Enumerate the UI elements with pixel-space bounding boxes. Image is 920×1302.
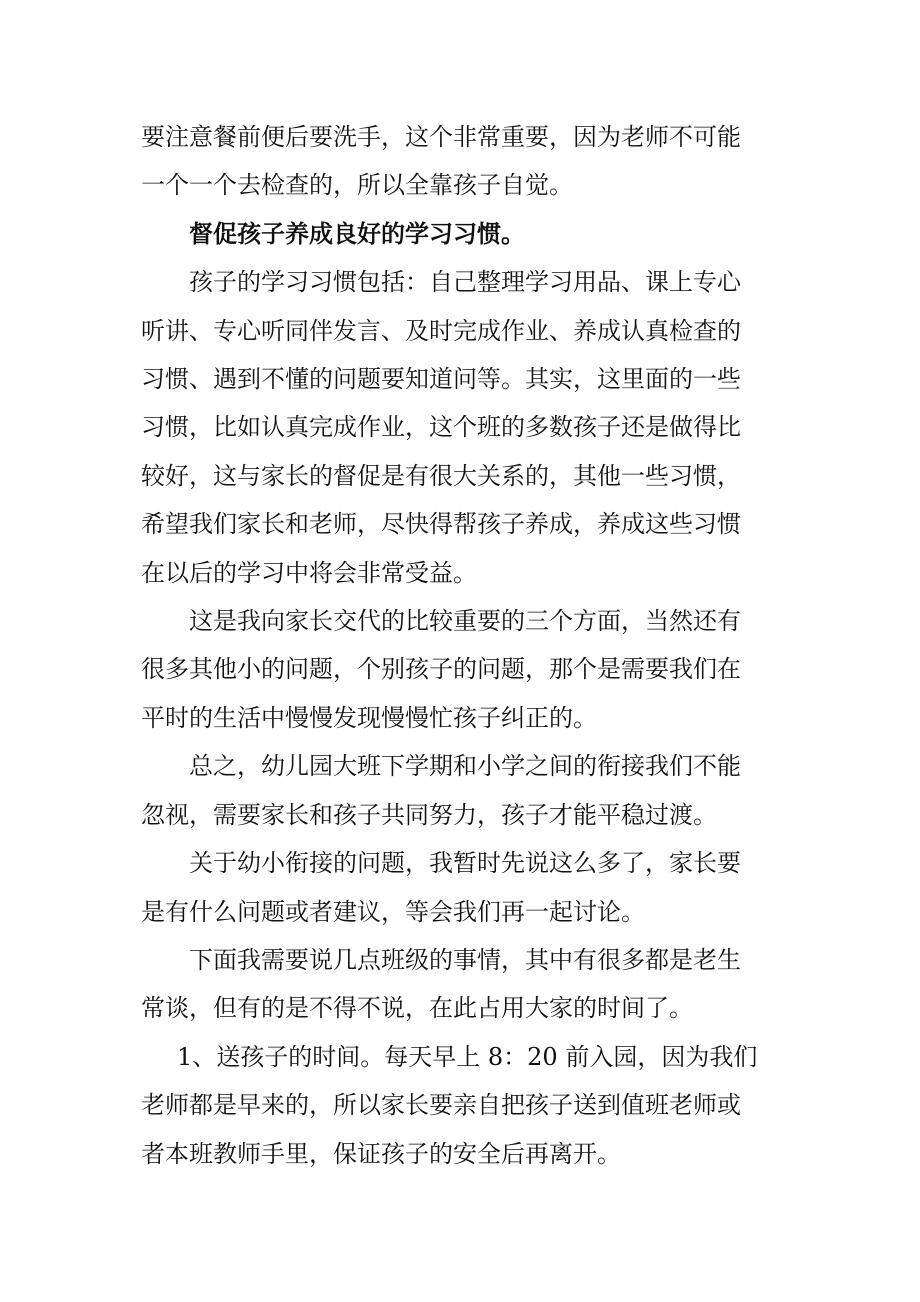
paragraph-discussion: 关于幼小衔接的问题，我暂时先说这么多了，家长要是有什么问题或者建议，等会我们再一起讨论。 <box>141 849 741 926</box>
document-body <box>141 113 761 1178</box>
paragraph-three-aspects: 这是我向家长交代的比较重要的三个方面，当然还有很多其他小的问题，个别孩子的问题，那个是需要我们在平时的生活中慢慢发现慢慢忙孩子纠正的。 <box>141 607 741 732</box>
paragraph-summary: 总之，幼儿园大班下学期和小学之间的衔接我们不能忽视，需要家长和孩子共同努力，孩子才能平稳过渡。 <box>141 752 741 829</box>
paragraph-class-matters: 下面我需要说几点班级的事情，其中有很多都是老生常谈，但有的是不得不说，在此占用大家的时间了。 <box>141 945 741 1023</box>
paragraph-study-habits: 孩子的学习习惯包括：自己整理学习用品、课上专心听讲、专心听同伴发言、及时完成作业、养成认真检查的习惯、遇到不懂的问题要知道问等。其实，这里面的一些习惯，比如认真完成作业，这个班的多数孩子还是做得比较好，这与家长的督促是有很大关系的，其他一些习惯，希望我们家长和老师，尽快得帮孩子养成，养成这些习惯在以后的学习中将会非常受益。 <box>141 268 741 587</box>
section-heading-study-habits: 督促孩子养成良好的学习习惯。 <box>189 219 525 248</box>
paragraph-handwashing: 要注意餐前便后要洗手，这个非常重要，因为老师不可能一个一个去检查的，所以全靠孩子自觉。 <box>141 123 741 200</box>
paragraph-dropoff-time: 1、送孩子的时间。每天早上 8：20 前入园，因为我们老师都是早来的，所以家长要亲自把孩子送到值班老师或者本班教师手里，保证孩子的安全后再离开。 <box>141 1042 758 1168</box>
